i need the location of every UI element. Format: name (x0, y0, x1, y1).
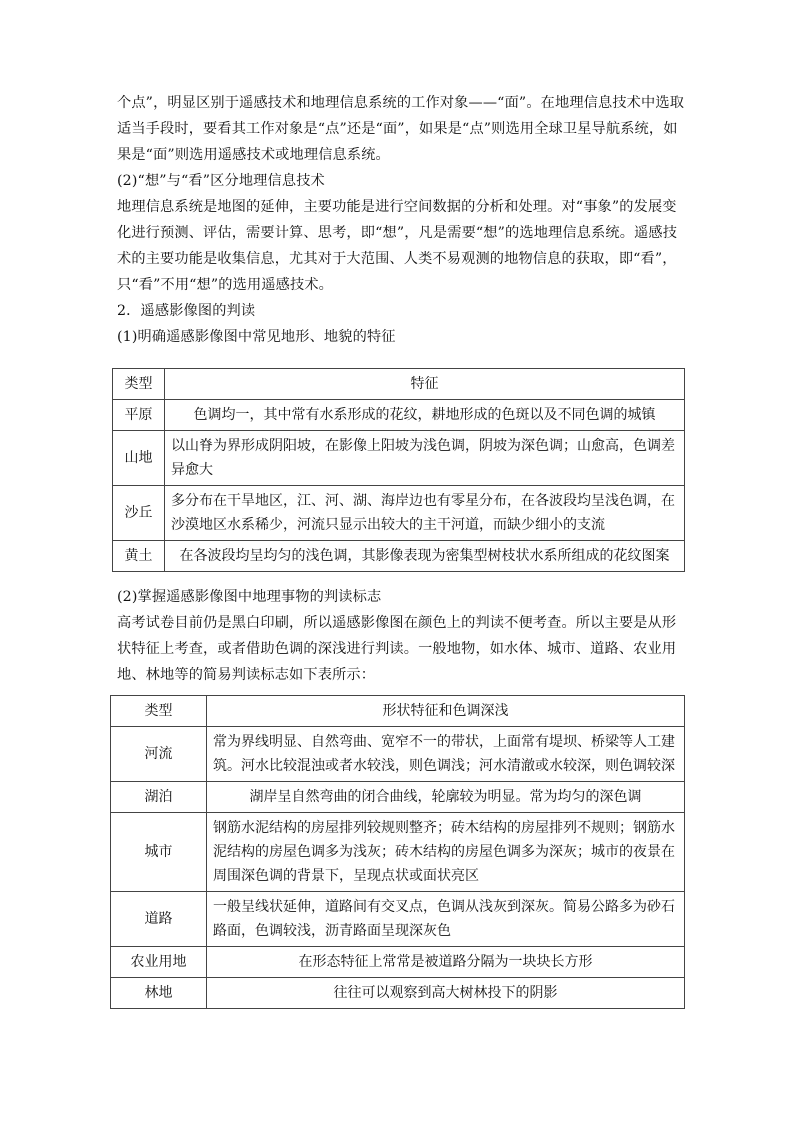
table-row (111, 978, 685, 1009)
part2-heading: 2．遥感影像图的判读 (117, 303, 256, 319)
table2-feature-cell: 一般呈线状延伸，道路间有交叉点，色调从浅灰到深灰。简易公路多为砂石路面，色调较浅，沥青路面呈现深灰色 (207, 892, 685, 947)
table2-header-type: 类型 (111, 696, 207, 727)
intro-paragraph (117, 90, 687, 168)
table1-feature-cell: 多分布在干旱地区，江、河、湖、海岸边也有零星分布，在各波段均呈浅色调，在沙漠地区水系稀少，河流只显示出较大的主干河道，而缺少细小的支流 (165, 486, 685, 541)
table1-feature-cell: 在各波段均呈均匀的浅色调，其影像表现为密集型树枝状水系所组成的花纹图案 (165, 541, 685, 572)
terrain-feature-table (112, 368, 685, 572)
table1-type-cell: 山地 (113, 431, 165, 486)
table2-type-cell: 湖泊 (111, 782, 207, 813)
table1-type-cell: 平原 (113, 400, 165, 431)
sub2-block (117, 584, 687, 688)
table-row (111, 782, 685, 813)
table1-feature-cell: 色调均一，其中常有水系形成的花纹，耕地形成的色斑以及不同色调的城镇 (165, 400, 685, 431)
table2-type-cell: 林地 (111, 978, 207, 1009)
table-header-row (111, 696, 685, 727)
section2-heading: (2)“想”与“看”区分地理信息技术 (117, 173, 325, 189)
table2-type-cell: 农业用地 (111, 947, 207, 978)
sub1-heading: (1)明确遥感影像图中常见地形、地貌的特征 (117, 329, 396, 345)
table-row (111, 947, 685, 978)
table2-feature-cell: 往往可以观察到高大树林投下的阴影 (207, 978, 685, 1009)
intro-text: 个点”，明显区别于遥感技术和地理信息系统的工作对象——“面”。在地理信息技术中选取适当手段时，要看其工作对象是“点”还是“面”，如果是“点”则选用全球卫星导航系统，如果是“面”则选用遥感技术或地理信息系统。 (117, 95, 685, 163)
table2-header-feature: 形状特征和色调深浅 (207, 696, 685, 727)
table-row (111, 892, 685, 947)
sub2-body: 高考试卷目前仍是黑白印刷，所以遥感影像图在颜色上的判读不便考查。所以主要是从形状特征上考查，或者借助色调的深浅进行判读。一般地物，如水体、城市、道路、农业用地、林地等的简易判读标志如下表所示： (117, 615, 677, 683)
table2-feature-cell: 湖岸呈自然弯曲的闭合曲线，轮廓较为明显。常为均匀的深色调 (207, 782, 685, 813)
table-row (113, 541, 685, 572)
table2-feature-cell: 常为界线明显、自然弯曲、宽窄不一的带状，上面常有堤坝、桥梁等人工建筑。河水比较混浊或者水较浅，则色调浅；河水清澈或水较深，则色调较深 (207, 727, 685, 782)
table2-type-cell: 城市 (111, 813, 207, 892)
table-row (113, 431, 685, 486)
table1-type-cell: 沙丘 (113, 486, 165, 541)
section2-body: 地理信息系统是地图的延伸，主要功能是进行空间数据的分析和处理。对“事象”的发展变化进行预测、评估，需要计算、思考，即“想”，凡是需要“想”的选地理信息系统。遥感技术的主要功能是收集信息，尤其对于大范围、人类不易观测的地物信息的获取，即“看”，只“看”不用“想”的选用遥感技术。 (117, 199, 678, 293)
table2-feature-cell: 钢筋水泥结构的房屋排列较规则整齐；砖木结构的房屋排列不规则；钢筋水泥结构的房屋色调多为浅灰；砖木结构的房屋色调多为深灰；城市的夜景在周围深色调的背景下，呈现点状或面状亮区 (207, 813, 685, 892)
table1-header-feature: 特征 (165, 369, 685, 400)
table1-feature-cell: 以山脊为界形成阴阳坡，在影像上阳坡为浅色调，阴坡为深色调；山愈高，色调差异愈大 (165, 431, 685, 486)
table1-type-cell: 黄土 (113, 541, 165, 572)
table2-type-cell: 道路 (111, 892, 207, 947)
table2-feature-cell: 在形态特征上常常是被道路分隔为一块块长方形 (207, 947, 685, 978)
sub2-heading: (2)掌握遥感影像图中地理事物的判读标志 (117, 589, 382, 605)
table-row (113, 486, 685, 541)
table-row (113, 400, 685, 431)
section2-block (117, 168, 687, 350)
table-header-row (113, 369, 685, 400)
table-row (111, 727, 685, 782)
table2-type-cell: 河流 (111, 727, 207, 782)
table-row (111, 813, 685, 892)
table1-header-type: 类型 (113, 369, 165, 400)
landmark-feature-table (110, 695, 685, 1009)
